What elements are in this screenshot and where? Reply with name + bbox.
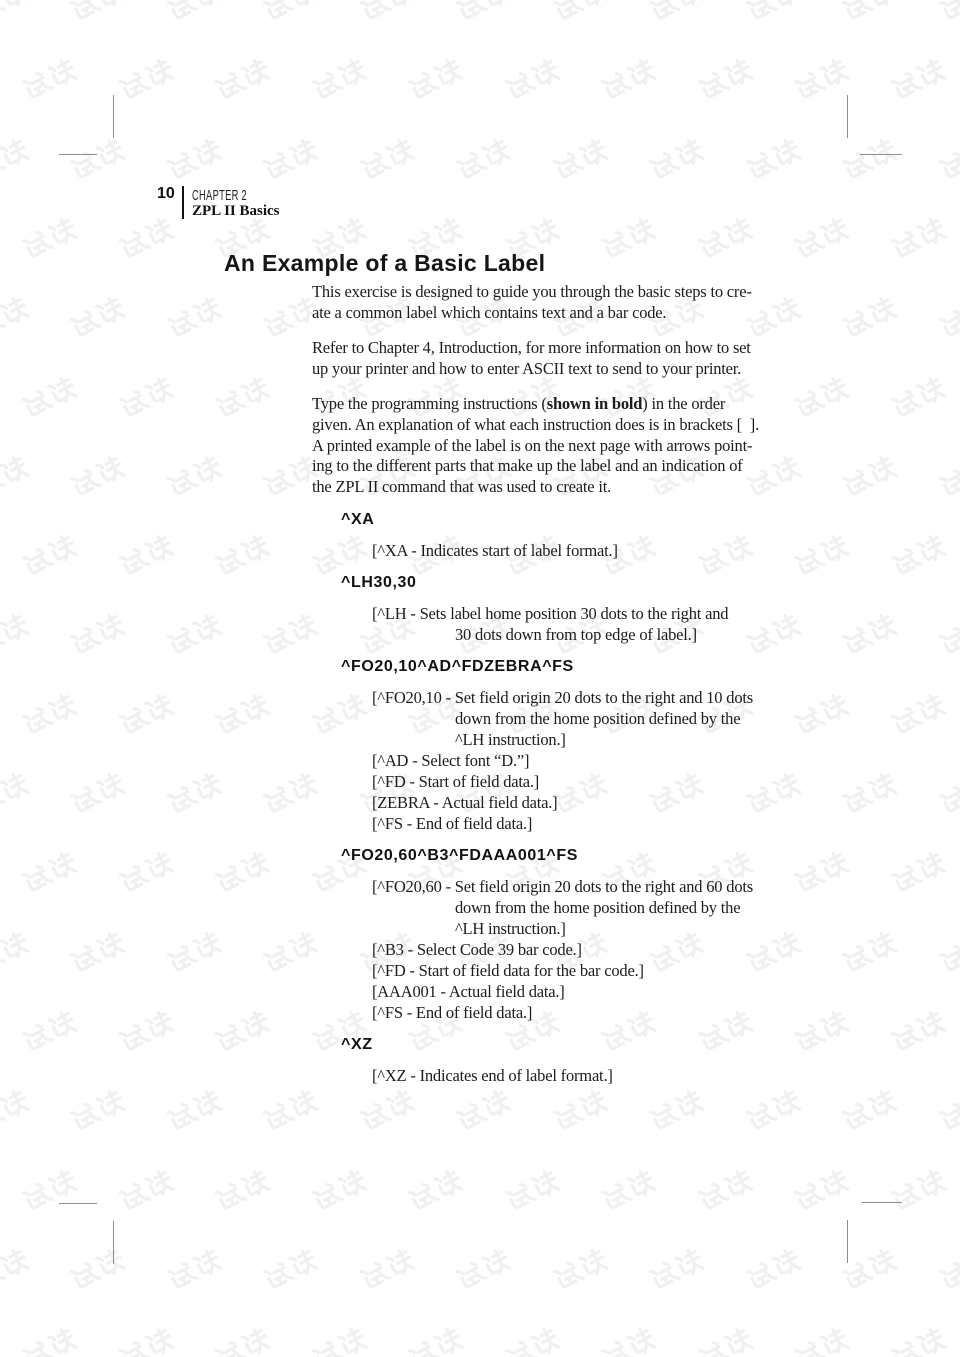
watermark-text: [257, 609, 326, 669]
paragraph-line: Refer to Chapter 4, Introduction, for more information on how to set: [312, 338, 751, 357]
code-section: [341, 1036, 613, 1086]
watermark-text: [643, 1244, 712, 1304]
watermark-text: [0, 1244, 36, 1304]
paragraph-line: up your printer and how to enter ASCII text to send to your printer.: [312, 358, 742, 378]
watermark-text: [160, 768, 229, 828]
page-number: 10: [157, 185, 175, 202]
watermark-text: [932, 768, 960, 828]
crop-mark: [860, 154, 902, 155]
zpl-command: ^FO20,60^B3^FDAAA001^FS: [341, 847, 579, 864]
watermark-text: [16, 1323, 85, 1357]
watermark-text: [643, 1085, 712, 1145]
command-explanation-line: down from the home position defined by the: [455, 898, 741, 917]
watermark-text: [209, 1006, 278, 1066]
watermark-text: [932, 927, 960, 987]
crop-mark: [847, 1220, 848, 1263]
watermark-text: [160, 0, 229, 35]
watermark-text: [884, 372, 953, 432]
watermark-text: [691, 1165, 760, 1225]
paragraph-bold-text: shown in bold: [546, 394, 643, 413]
watermark-text: [64, 927, 133, 987]
watermark-text: [64, 134, 133, 194]
watermark-text: [160, 451, 229, 511]
watermark-text: [932, 609, 960, 669]
watermark-text: [112, 530, 181, 590]
watermark-text: [498, 54, 567, 114]
watermark-text: [498, 1323, 567, 1357]
watermark-text: [112, 213, 181, 273]
watermark-text: [450, 0, 519, 35]
command-explanation-line: [^FD - Start of field data.]: [372, 772, 540, 791]
command-explanation-line: [^FS - End of field data.]: [372, 814, 533, 833]
watermark-text: [691, 213, 760, 273]
watermark-text: [884, 1165, 953, 1225]
watermark-text: [305, 54, 374, 114]
watermark-text: [353, 1244, 422, 1304]
watermark-text: [160, 1244, 229, 1304]
watermark-text: [836, 609, 905, 669]
page-title: An Example of a Basic Label: [224, 250, 546, 276]
watermark-text: [0, 768, 36, 828]
watermark-text: [112, 1165, 181, 1225]
watermark-text: [643, 0, 712, 35]
watermark-text: [884, 847, 953, 907]
watermark-text: [209, 372, 278, 432]
watermark-text: [546, 134, 615, 194]
watermark-text: [16, 1165, 85, 1225]
watermark-text: [16, 530, 85, 590]
command-explanation-line: [AAA001 - Actual field data.]: [372, 982, 565, 1001]
watermark-text: [112, 689, 181, 749]
watermark-text: [0, 927, 36, 987]
paragraph-line: [312, 394, 759, 415]
command-explanation-line: [^B3 - Select Code 39 bar code.]: [372, 940, 582, 959]
watermark-text: [16, 54, 85, 114]
watermark-text: [932, 1244, 960, 1304]
command-explanation-line: 30 dots down from top edge of label.]: [455, 625, 697, 644]
watermark-text: [836, 292, 905, 352]
watermark-text: [64, 1085, 133, 1145]
watermark-text: [884, 1006, 953, 1066]
watermark-text: [16, 213, 85, 273]
watermark-text: [788, 372, 857, 432]
watermark-text: [546, 0, 615, 35]
watermark-text: [836, 927, 905, 987]
command-explanation: [341, 876, 753, 1023]
watermark-text: [932, 292, 960, 352]
watermark-text: [739, 1085, 808, 1145]
command-explanation-line: [^LH - Sets label home position 30 dots to the right and: [372, 604, 729, 623]
watermark-text: [884, 530, 953, 590]
zpl-command: ^XZ: [341, 1036, 373, 1053]
code-section: [341, 511, 618, 561]
watermark-text: [739, 1244, 808, 1304]
watermark-text: [932, 0, 960, 35]
watermark-text: [64, 609, 133, 669]
watermark-text: [209, 54, 278, 114]
code-section: [341, 658, 753, 834]
watermark-text: [788, 54, 857, 114]
command-explanation-line: [^FS - End of field data.]: [372, 1003, 533, 1022]
watermark-text: [884, 1323, 953, 1357]
zpl-command: ^XA: [341, 511, 375, 528]
watermark-text: [788, 1323, 857, 1357]
watermark-text: [884, 213, 953, 273]
watermark-text: [836, 1085, 905, 1145]
watermark-text: [546, 1244, 615, 1304]
zpl-command: ^LH30,30: [341, 574, 417, 591]
watermark-text: [932, 1085, 960, 1145]
watermark-text: [788, 530, 857, 590]
watermark-text: [160, 292, 229, 352]
watermark-text: [0, 1085, 36, 1145]
watermark-text: [595, 1165, 664, 1225]
command-explanation: [341, 540, 618, 561]
paragraph: [312, 394, 759, 498]
chapter-label: CHAPTER 2: [192, 187, 247, 204]
watermark-text: [16, 847, 85, 907]
watermark-text: [16, 372, 85, 432]
watermark-text: [257, 0, 326, 35]
paragraph-line: given. An explanation of what each instruction does is in brackets [ ].: [312, 414, 760, 434]
command-explanation-line: [^AD - Select font “D.”]: [372, 751, 530, 770]
watermark-text: [160, 927, 229, 987]
watermark-text: [450, 1085, 519, 1145]
command-explanation: [341, 687, 753, 834]
code-section: [341, 574, 728, 645]
watermark-text: [209, 1323, 278, 1357]
watermark-text: [257, 768, 326, 828]
watermark-text: [836, 768, 905, 828]
watermark-text: [0, 292, 36, 352]
command-explanation-line: [^XZ - Indicates end of label format.]: [372, 1066, 613, 1085]
crop-mark: [59, 154, 97, 155]
paragraph-text: Type the programming instructions (: [312, 394, 547, 413]
watermark-text: [0, 0, 36, 35]
watermark-text: [353, 0, 422, 35]
watermark-text: [691, 1323, 760, 1357]
watermark-text: [16, 689, 85, 749]
crop-mark: [847, 95, 848, 138]
watermark-text: [112, 847, 181, 907]
watermark-text: [112, 1323, 181, 1357]
paragraph: [312, 282, 752, 324]
watermark-text: [402, 1165, 471, 1225]
watermark-text: [836, 451, 905, 511]
watermark-text: [788, 689, 857, 749]
watermark-text: [16, 1006, 85, 1066]
watermark-text: [112, 54, 181, 114]
crop-mark: [113, 1221, 114, 1264]
watermark-text: [788, 847, 857, 907]
section-label: ZPL II Basics: [192, 203, 280, 219]
watermark-text: [884, 689, 953, 749]
watermark-text: [209, 689, 278, 749]
watermark-text: [64, 292, 133, 352]
watermark-text: [932, 451, 960, 511]
watermark-text: [595, 54, 664, 114]
watermark-text: [160, 609, 229, 669]
command-explanation-line: down from the home position defined by the: [455, 709, 741, 728]
watermark-text: [305, 1323, 374, 1357]
paragraph-line: ing to the different parts that make up the label and an indication of: [312, 456, 743, 476]
watermark-text: [546, 1085, 615, 1145]
command-explanation-line: [^FO20,60 - Set field origin 20 dots to the right and 60 dots: [372, 877, 753, 896]
crop-mark: [113, 95, 114, 138]
zpl-command: ^FO20,10^AD^FDZEBRA^FS: [341, 658, 574, 675]
watermark-text: [836, 1244, 905, 1304]
watermark-text: [305, 1165, 374, 1225]
command-explanation: [341, 1065, 613, 1086]
watermark-text: [160, 1085, 229, 1145]
watermark-text: [739, 0, 808, 35]
watermark-text: [353, 134, 422, 194]
watermark-text: [402, 54, 471, 114]
watermark-text: [0, 451, 36, 511]
paragraph-line: ate a common label which contains text and a bar code.: [312, 302, 667, 322]
watermark-text: [64, 1244, 133, 1304]
watermark-text: [691, 54, 760, 114]
watermark-text: [595, 1323, 664, 1357]
paragraph-line: the ZPL II command that was used to create it.: [312, 477, 612, 497]
watermark-text: [498, 1165, 567, 1225]
watermark-text: [0, 609, 36, 669]
watermark-text: [257, 927, 326, 987]
watermark-text: [209, 530, 278, 590]
paragraph-line: A printed example of the label is on the next page with arrows point-: [312, 435, 753, 455]
watermark-text: [64, 451, 133, 511]
watermark-text: [884, 54, 953, 114]
command-explanation-line: ^LH instruction.]: [455, 730, 566, 749]
code-section: [341, 847, 753, 1023]
command-explanation-line: [ZEBRA - Actual field data.]: [372, 793, 558, 812]
command-explanation: [341, 603, 728, 645]
watermark-text: [450, 134, 519, 194]
header-divider: [182, 186, 184, 219]
watermark-text: [257, 1244, 326, 1304]
watermark-text: [788, 1006, 857, 1066]
paragraph-text: ) in the order: [642, 394, 726, 413]
watermark-text: [257, 134, 326, 194]
watermark-text: [788, 1165, 857, 1225]
crop-mark: [862, 1202, 902, 1203]
command-explanation-line: [^FD - Start of field data for the bar code.]: [372, 961, 644, 980]
watermark-text: [209, 847, 278, 907]
command-explanation-line: [^FO20,10 - Set field origin 20 dots to the right and 10 dots: [372, 688, 753, 707]
watermark-text: [643, 134, 712, 194]
watermark-text: [836, 134, 905, 194]
watermark-text: [112, 372, 181, 432]
watermark-text: [257, 1085, 326, 1145]
watermark-text: [836, 0, 905, 35]
watermark-text: [64, 0, 133, 35]
watermark-text: [112, 1006, 181, 1066]
command-explanation-line: ^LH instruction.]: [455, 919, 566, 938]
watermark-text: [450, 1244, 519, 1304]
watermark-text: [64, 768, 133, 828]
paragraph: [312, 338, 751, 380]
watermark-text: [209, 1165, 278, 1225]
crop-mark: [59, 1203, 97, 1204]
watermark-text: [402, 1323, 471, 1357]
watermark-text: [595, 213, 664, 273]
command-explanation-line: [^XA - Indicates start of label format.]: [372, 541, 618, 560]
watermark-text: [788, 213, 857, 273]
watermark-text: [0, 134, 36, 194]
watermark-text: [932, 134, 960, 194]
paragraph-line: This exercise is designed to guide you through the basic steps to cre-: [312, 282, 752, 301]
watermark-text: [739, 134, 808, 194]
watermark-text: [353, 1085, 422, 1145]
